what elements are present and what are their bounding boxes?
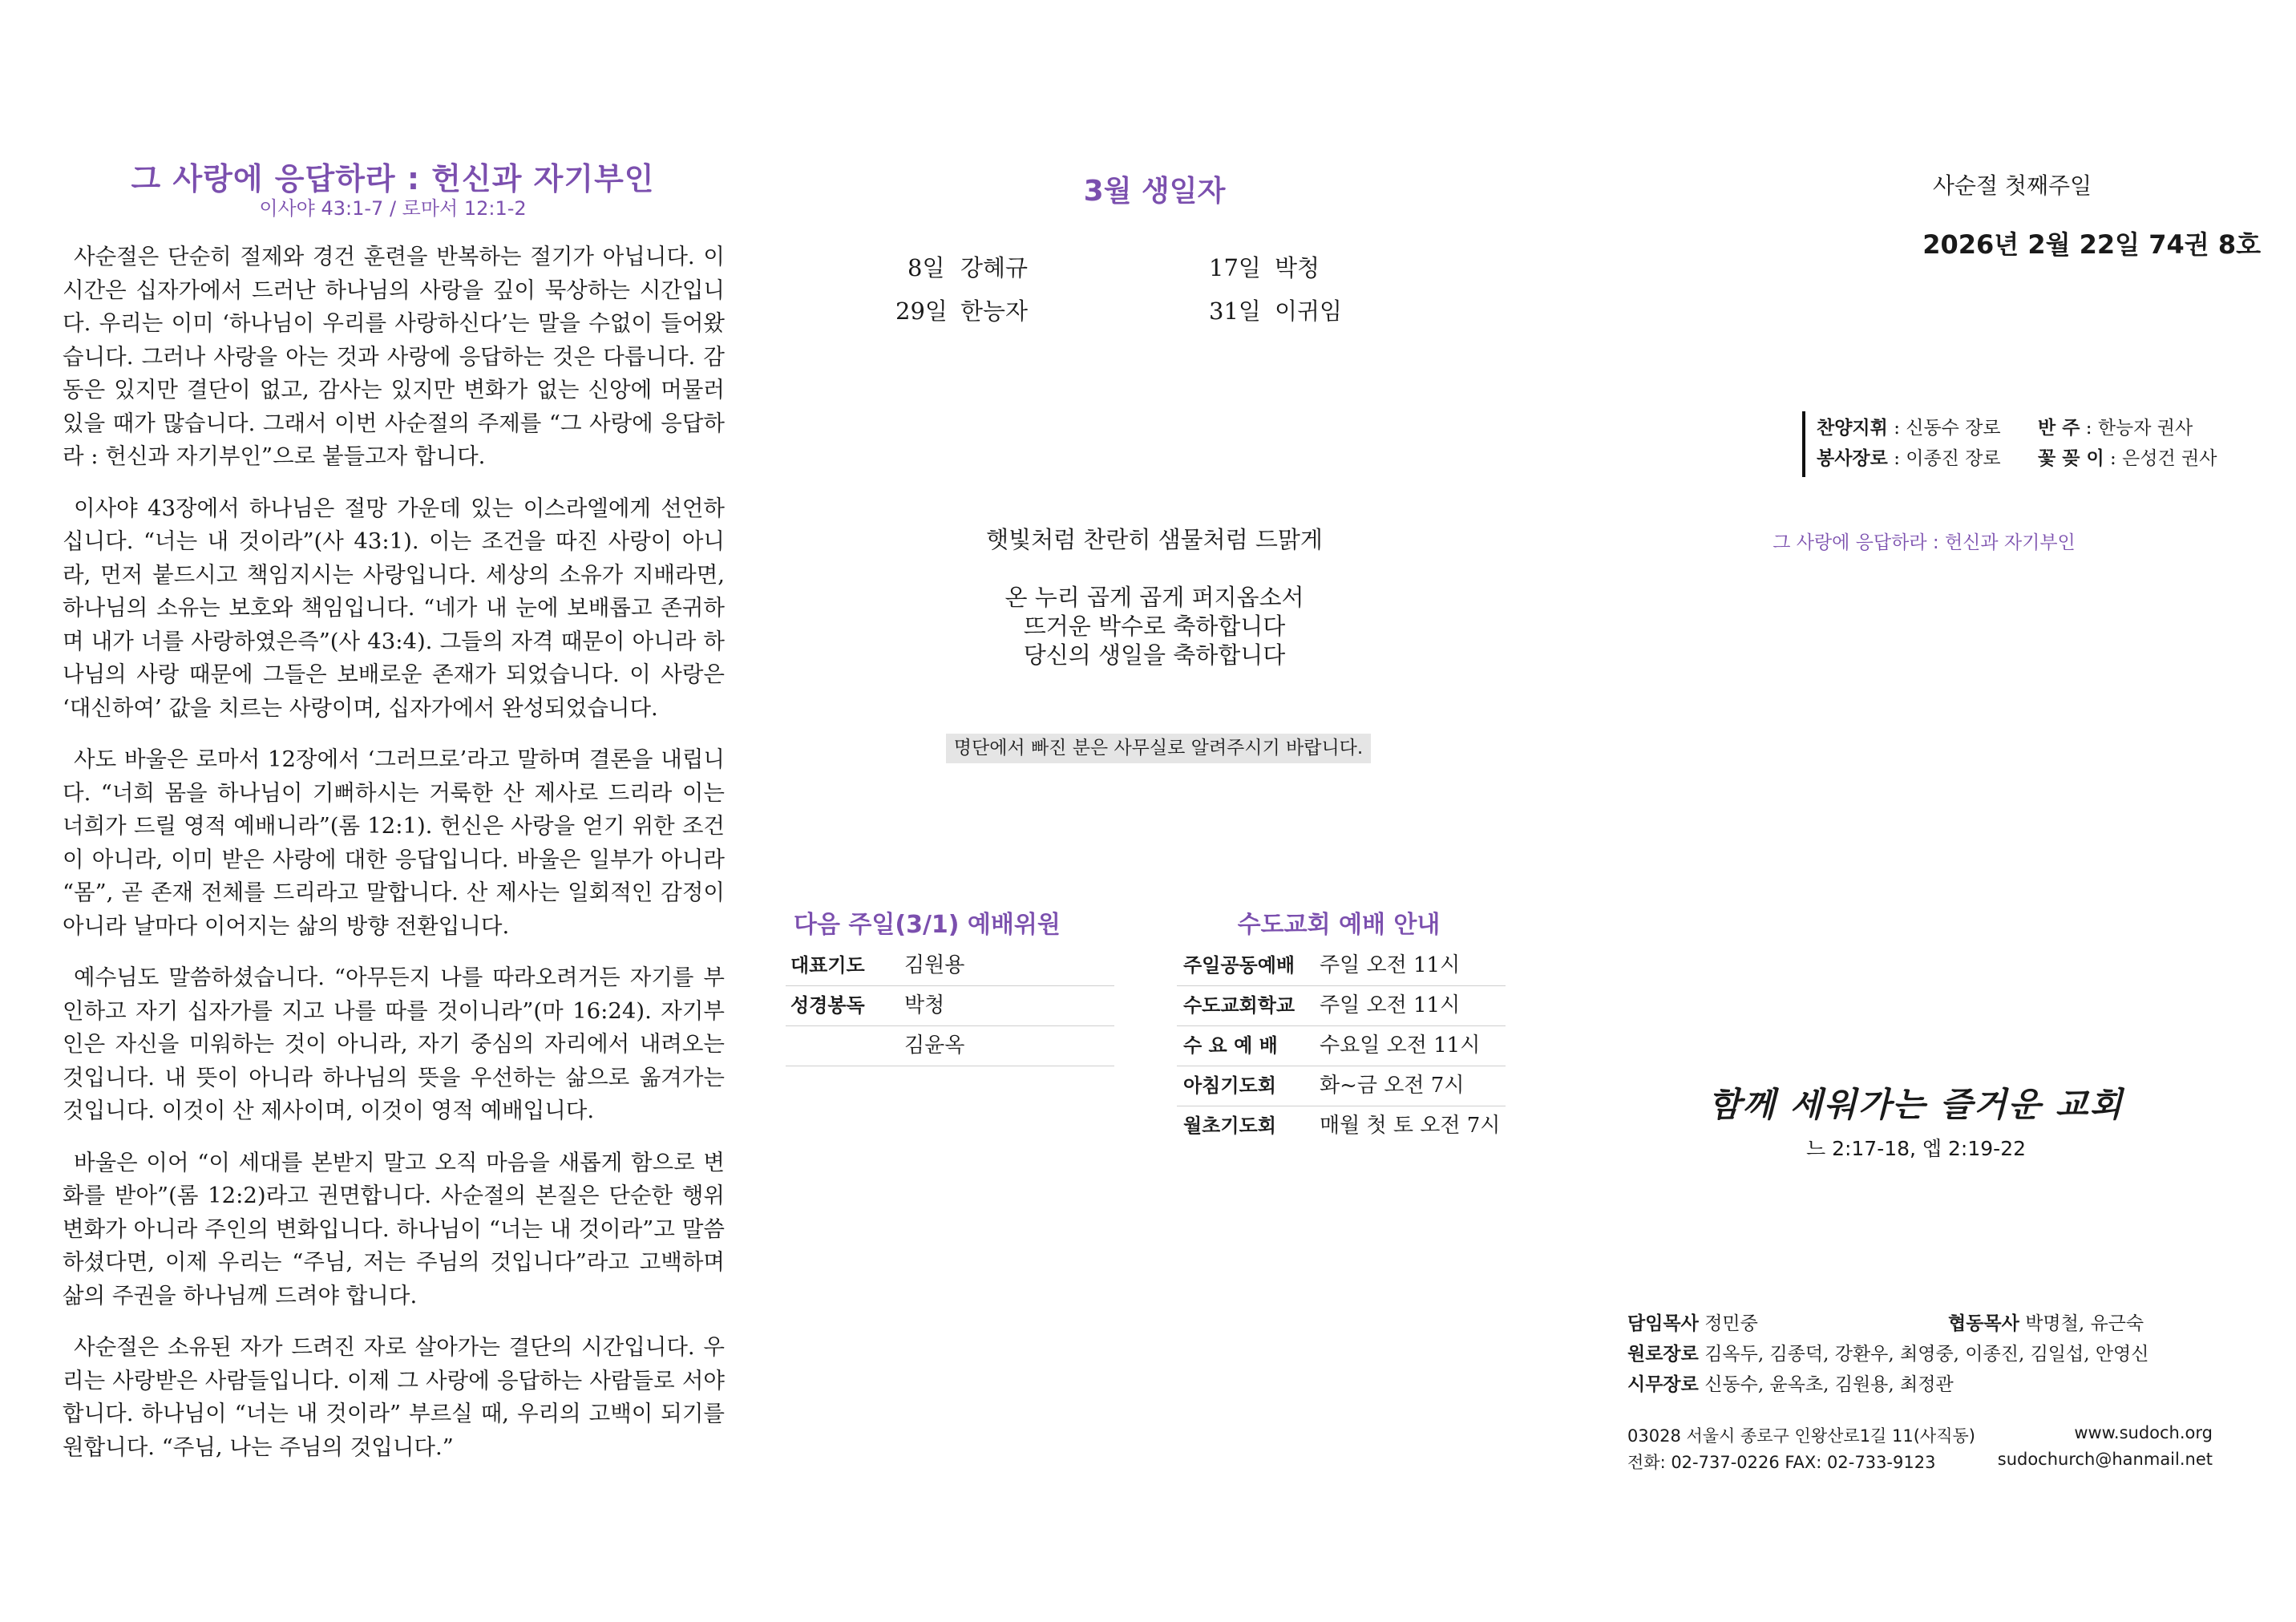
church-website[interactable]: www.sudoch.org	[2074, 1423, 2213, 1442]
pastor-role: 협동목사	[1948, 1313, 2019, 1334]
staff-role: 봉사장로	[1817, 448, 1888, 469]
worship-time: 화~금 오전 7시	[1320, 1074, 1465, 1098]
staff-entry	[2038, 413, 2193, 439]
worship-time: 매월 첫 토 오전 7시	[1320, 1114, 1501, 1138]
worship-name: 월초기도회	[1183, 1114, 1276, 1137]
service-staff	[1802, 411, 2217, 477]
committee-role: 성경봉독	[790, 994, 865, 1017]
pastor-role: 원로장로	[1627, 1344, 1699, 1365]
sermon-title: 그 사랑에 응답하라 : 헌신과 자기부인	[131, 161, 655, 196]
pastor-names: 정민중	[1704, 1313, 1758, 1334]
pastor-role: 시무장로	[1627, 1374, 1699, 1395]
birthday-name: 이귀임	[1275, 297, 1343, 325]
sermon-paragraph: 예수님도 말씀하셨습니다. “아무든지 나를 따라오려거든 자기를 부인하고 자기 십자가를 지고 나를 따를 것이니라”(마 16:24). 자기부인은 자신을 미워하는 것이 아니라, 자기 중심의 자리에서 내려오는 것입니다. 내 뜻이 아니라 하나님의 뜻을 우선하는 삶으로 옮겨가는 것입니다. 이것이 산 제사이며, 이것이 영적 예배입니다.	[63, 965, 725, 1123]
staff-entry	[1817, 413, 2001, 439]
birthday-day: 31일	[1209, 297, 1261, 325]
pastor-entry	[1948, 1309, 2144, 1335]
staff-name: : 이종진 장로	[1894, 448, 2001, 469]
sermon-paragraph: 이사야 43장에서 하나님은 절망 가운데 있는 이스라엘에게 선언하십니다. “너는 내 것이라”(사 43:1). 이는 조건을 따진 사랑이 아니라, 먼저 붙드시고 책임지시는 사랑입니다. 세상의 소유가 지배라면, 하나님의 소유는 보호와 책임입니다. “네가 내 눈에 보배롭고 존귀하며 내가 너를 사랑하였은즉”(사 43:4). 그들의 자격 때문이 아니라 하나님의 사랑 때문에 그들은 보배로운 존재가 되었습니다. 이 사랑은 ‘대신하여’ 값을 치르는 사랑이며, 십자가에서 완성되었습니다.	[63, 495, 725, 721]
motto-reference: 느 2:17-18, 엡 2:19-22	[1805, 1137, 2027, 1160]
sermon-paragraph: 사도 바울은 로마서 12장에서 ‘그러므로’라고 말하며 결론을 내립니다. “너희 몸을 하나님이 기뻐하시는 거룩한 산 제사로 드리라 이는 너희가 드릴 영적 예배니라”(롬 12:1). 헌신은 사랑을 얻기 위한 조건이 아니라, 이미 받은 사랑에 대한 응답입니다. 바울은 일부가 아니라 “몸”, 곧 존재 전체를 드리라고 말합니다. 산 제사는 일회적인 감정이 아니라 날마다 이어지는 삶의 방향 전환입니다.	[63, 746, 725, 939]
worship-time: 주일 오전 11시	[1320, 993, 1461, 1017]
sermon-scripture: 이사야 43:1-7 / 로마서 12:1-2	[259, 197, 527, 220]
poem-line: 햇빛처럼 찬란히 샘물처럼 드맑게	[986, 526, 1323, 553]
liturgical-season: 사순절 첫째주일	[1932, 172, 2092, 199]
sermon-paragraph: 사순절은 소유된 자가 드려진 자로 살아가는 결단의 시간입니다. 우리는 사랑받은 사람들입니다. 이제 그 사랑에 응답하는 사람들로 서야 합니다. 하나님이 “너는 내 것이라” 부르실 때, 우리의 고백이 되기를 원합니다. “주님, 나는 주님의 것입니다.”	[63, 1334, 725, 1460]
lent-theme: 그 사랑에 응답하라 : 헌신과 자기부인	[1773, 532, 2076, 553]
birthday-name: 강혜규	[960, 254, 1029, 281]
worship-row	[1177, 986, 1506, 1026]
worship-name: 주일공동예배	[1183, 954, 1296, 977]
pastor-names: 신동수, 윤옥초, 김원용, 최정관	[1704, 1374, 1954, 1395]
staff-name: : 은성건 권사	[2109, 448, 2217, 469]
sermon-body	[63, 241, 725, 1482]
church-phone-fax: 전화: 02-737-0226 FAX: 02-733-9123	[1627, 1453, 1936, 1472]
birthday-day: 8일	[907, 254, 945, 281]
poem-line: 뜨거운 박수로 축하합니다	[1023, 613, 1286, 640]
staff-role: 꽃 꽂 이	[2038, 448, 2104, 469]
staff-role: 찬양지휘	[1817, 418, 1888, 439]
birthday-notice: 명단에서 빠진 분은 사무실로 알려주시기 바랍니다.	[946, 734, 1371, 763]
pastor-entry	[1627, 1369, 1954, 1396]
worship-row	[1177, 1066, 1506, 1106]
committee-name: 김원용	[904, 953, 965, 977]
committee-name: 김윤옥	[904, 1033, 965, 1058]
sermon-paragraph: 사순절은 단순히 절제와 경건 훈련을 반복하는 절기가 아닙니다. 이 시간은 십자가에서 드러난 하나님의 사랑을 깊이 묵상하는 시간입니다. 우리는 이미 ‘하나님이 우리를 사랑하신다’는 말을 수없이 들어왔습니다. 그러나 사랑을 아는 것과 사랑에 응답하는 것은 다릅니다. 감동은 있지만 결단이 없고, 감사는 있지만 변화가 없는 신앙에 머물러 있을 때가 많습니다. 그래서 이번 사순절의 주제를 “그 사랑에 응답하라 : 헌신과 자기부인”으로 붙들고자 합니다.	[63, 244, 725, 469]
poem-line: 당신의 생일을 축하합니다	[1023, 641, 1286, 669]
next-week-title: 다음 주일(3/1) 예배위원	[794, 911, 1061, 939]
birthday-poem	[866, 525, 1443, 669]
worship-row	[1177, 1106, 1506, 1146]
worship-time: 수요일 오전 11시	[1320, 1033, 1481, 1058]
birthday-day: 17일	[1209, 254, 1261, 281]
church-motto: 함께 세워가는 즐거운 교회	[1708, 1085, 2124, 1124]
worship-guide-title: 수도교회 예배 안내	[1237, 911, 1441, 939]
birthday-name: 한능자	[960, 297, 1029, 325]
sermon-paragraph: 바울은 이어 “이 세대를 본받지 말고 오직 마음을 새롭게 함으로 변화를 받아”(롬 12:2)라고 권면합니다. 사순절의 본질은 단순한 행위 변화가 아니라 주인의 변화입니다. 하나님이 “너는 내 것이라”고 말씀하셨다면, 이제 우리는 “주님, 저는 주님의 것입니다”라고 고백하며 삶의 주권을 하나님께 드려야 합니다.	[63, 1149, 725, 1309]
birthday-day: 29일	[895, 297, 948, 325]
church-address: 03028 서울시 종로구 인왕산로1길 11(사직동)	[1627, 1426, 1975, 1446]
staff-name: : 한능자 권사	[2085, 418, 2193, 439]
staff-role: 반 주	[2038, 418, 2080, 439]
worship-name: 수 요 예 배	[1183, 1034, 1278, 1057]
pastor-entry	[1627, 1339, 2149, 1365]
bulletin-date-issue: 2026년 2월 22일 74권 8호	[1922, 229, 2261, 260]
worship-time: 주일 오전 11시	[1320, 953, 1461, 977]
worship-row	[1177, 1026, 1506, 1066]
staff-entry	[2038, 443, 2217, 470]
pastor-entry	[1627, 1309, 1758, 1335]
pastor-names: 박명철, 유근숙	[2025, 1313, 2144, 1334]
worship-name: 아침기도회	[1183, 1074, 1276, 1097]
worship-row	[1177, 946, 1506, 986]
committee-row	[786, 1026, 1114, 1066]
committee-role: 대표기도	[790, 954, 865, 977]
church-email[interactable]: sudochurch@hanmail.net	[1997, 1450, 2213, 1469]
committee-row	[786, 986, 1114, 1026]
poem-line	[866, 554, 1443, 583]
pastor-role: 담임목사	[1627, 1313, 1699, 1334]
staff-entry	[1817, 443, 2001, 470]
committee-row	[786, 946, 1114, 986]
birthday-name: 박청	[1275, 254, 1320, 281]
committee-name: 박청	[904, 993, 945, 1017]
worship-name: 수도교회학교	[1183, 994, 1296, 1017]
pastor-names: 김옥두, 김종덕, 강환우, 최영중, 이종진, 김일섭, 안영신	[1704, 1344, 2149, 1365]
staff-name: : 신동수 장로	[1894, 418, 2001, 439]
birthday-title: 3월 생일자	[1083, 175, 1226, 208]
poem-line: 온 누리 곱게 곱게 퍼지옵소서	[1004, 584, 1304, 611]
